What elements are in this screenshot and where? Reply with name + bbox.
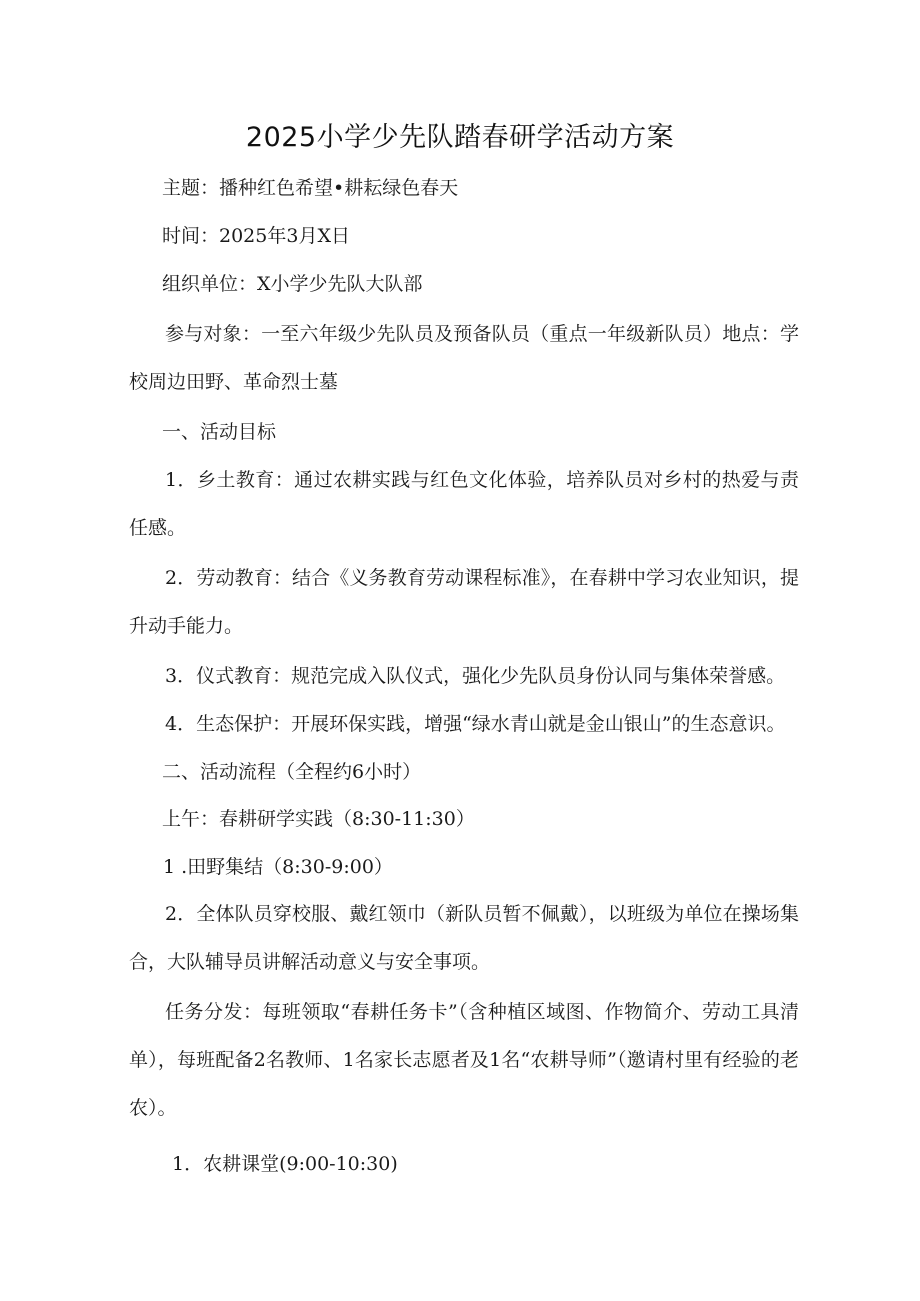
organizer-line: 组织单位：X小学少先队大队部	[162, 273, 423, 295]
time-line: 时间：2025年3月X日	[162, 225, 350, 247]
step-item: 1．农耕课堂(9:00-10:30)	[172, 1153, 398, 1175]
theme-line: 主题：播种红色希望•耕耘绿色春天	[162, 177, 459, 199]
section2-heading: 二、活动流程（全程约6小时）	[162, 761, 422, 783]
goal-item: 2．劳动教育：结合《义务教育劳动课程标准》，在春耕中学习农业知识，提升动手能力。	[129, 567, 799, 637]
section1-heading: 一、活动目标	[162, 421, 277, 443]
step-item: 1 .田野集结（8:30-9:00）	[163, 856, 393, 878]
goal-item: 1．乡土教育：通过农耕实践与红色文化体验，培养队员对乡村的热爱与责任感。	[129, 469, 799, 539]
goal-item: 4．生态保护：开展环保实践，增强“绿水青山就是金山银山”的生态意识。	[165, 713, 786, 735]
task-assignment-paragraph: 任务分发：每班领取“春耕任务卡”（含种植区域图、作物简介、劳动工具清单），每班配备2名教师、1名家长志愿者及1名“农耕导师”（邀请村里有经验的老农）。	[129, 1001, 799, 1119]
participants-paragraph: 参与对象：一至六年级少先队员及预备队员（重点一年级新队员）地点：学校周边田野、革命烈士墓	[129, 323, 799, 393]
goal-item: 3．仪式教育：规范完成入队仪式，强化少先队员身份认同与集体荣誉感。	[165, 665, 786, 687]
document-title: 2025小学少先队踏春研学活动方案	[245, 122, 675, 153]
morning-heading: 上午：春耕研学实践（8:30-11:30）	[162, 808, 475, 830]
step-item: 2．全体队员穿校服、戴红领巾（新队员暂不佩戴），以班级为单位在操场集合，大队辅导员讲解活动意义与安全事项。	[129, 903, 799, 973]
